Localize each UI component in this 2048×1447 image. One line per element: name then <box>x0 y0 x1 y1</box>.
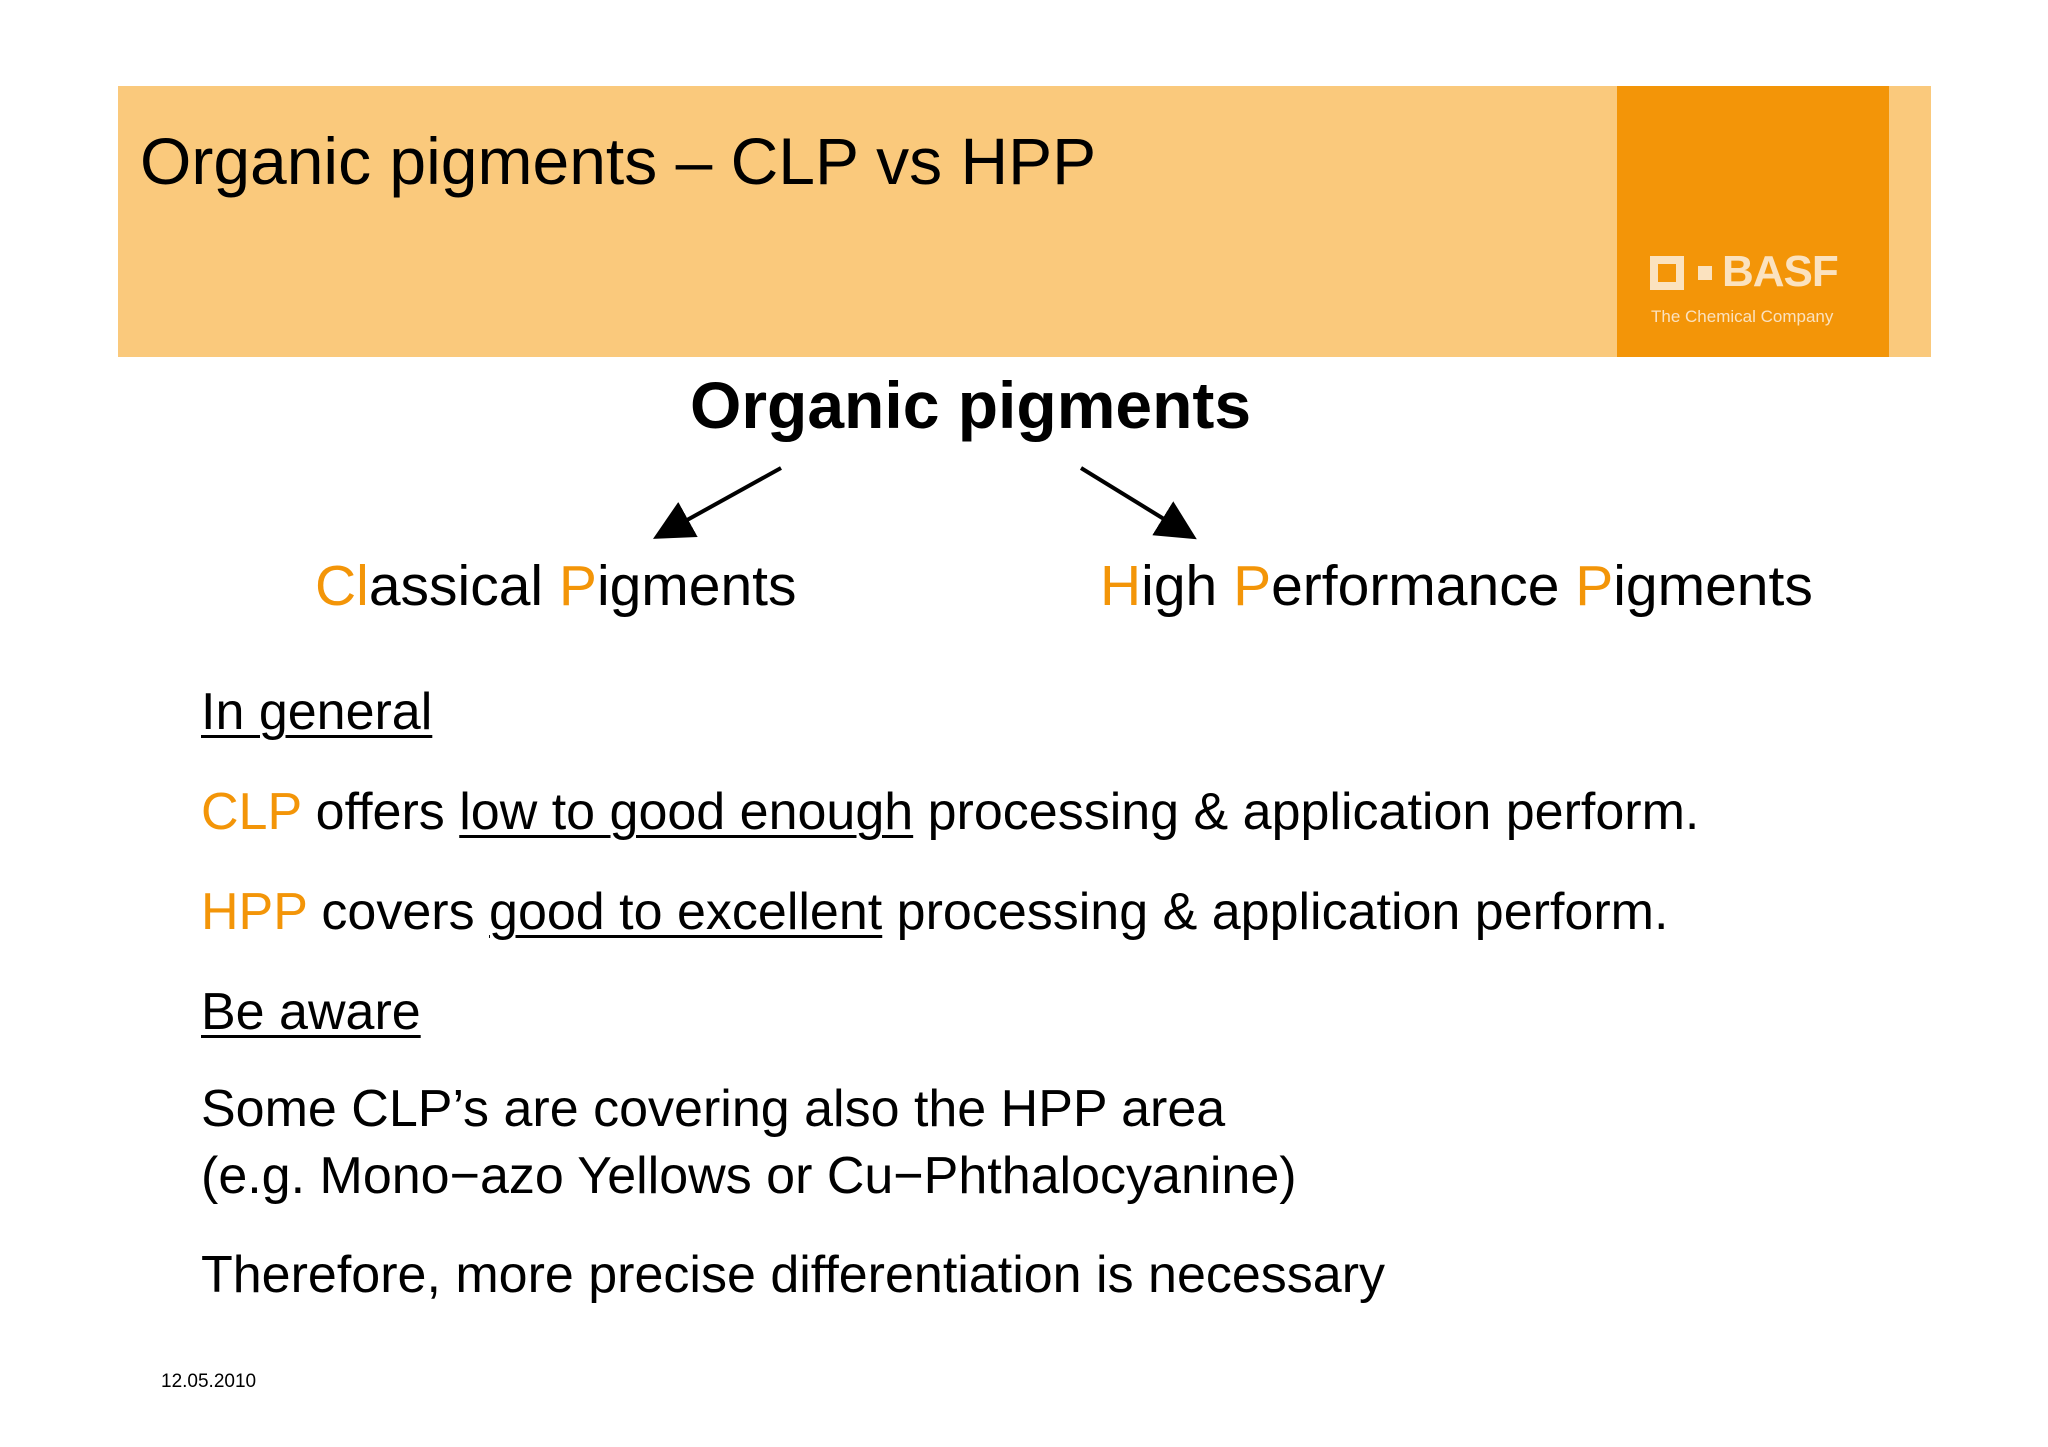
hpp-label: HPP <box>201 883 307 941</box>
branch-classical-pigments <box>315 554 797 618</box>
clp-label: CLP <box>201 783 302 841</box>
hpp-underlined: good to excellent <box>489 883 883 941</box>
branch-left-highlight-2: P <box>558 554 597 618</box>
therefore-statement: Therefore, more precise differentiation is necessary <box>201 1246 1386 1304</box>
be-aware-text: Be aware <box>201 983 421 1041</box>
clp-suffix: processing & application perform. <box>913 783 1700 841</box>
branch-left-highlight-1: Cl <box>315 554 369 618</box>
in-general-heading <box>201 680 432 745</box>
basf-logo-text: BASF <box>1722 247 1838 296</box>
hpp-statement <box>201 880 1668 945</box>
branch-high-performance-pigments <box>1100 554 1813 618</box>
branch-right-text-3: igments <box>1613 554 1813 618</box>
hpp-middle: covers <box>306 883 490 941</box>
basf-small-square-icon <box>1698 266 1712 280</box>
some-clp-line-2: (e.g. Mono−azo Yellows or Cu−Phthalocyanine) <box>201 1147 1297 1205</box>
branch-right-highlight-3: P <box>1575 554 1614 618</box>
arrow-right <box>1081 468 1190 535</box>
branch-right-highlight-2: P <box>1233 554 1272 618</box>
basf-tagline: The Chemical Company <box>1651 307 1834 326</box>
be-aware-heading <box>201 980 421 1045</box>
basf-square-icon <box>1650 256 1684 290</box>
branch-left-text-2: igments <box>596 554 797 618</box>
slide-title: Organic pigments – CLP vs HPP <box>140 124 1097 198</box>
some-clp-line-1: Some CLP’s are covering also the HPP area <box>201 1080 1226 1138</box>
branch-right-text-1: igh <box>1141 554 1234 618</box>
in-general-text: In general <box>201 683 433 741</box>
diagram-root-title: Organic pigments <box>690 368 1252 442</box>
footer-date: 12.05.2010 <box>161 1371 257 1392</box>
hpp-suffix: processing & application perform. <box>882 883 1669 941</box>
branch-right-text-2: erformance <box>1271 554 1576 618</box>
clp-middle: offers <box>301 783 460 841</box>
clp-underlined: low to good enough <box>459 783 914 841</box>
branch-left-text-1: assical <box>368 554 559 618</box>
arrow-left <box>660 468 781 535</box>
branch-right-highlight-1: H <box>1100 554 1142 618</box>
clp-statement <box>201 780 1699 845</box>
